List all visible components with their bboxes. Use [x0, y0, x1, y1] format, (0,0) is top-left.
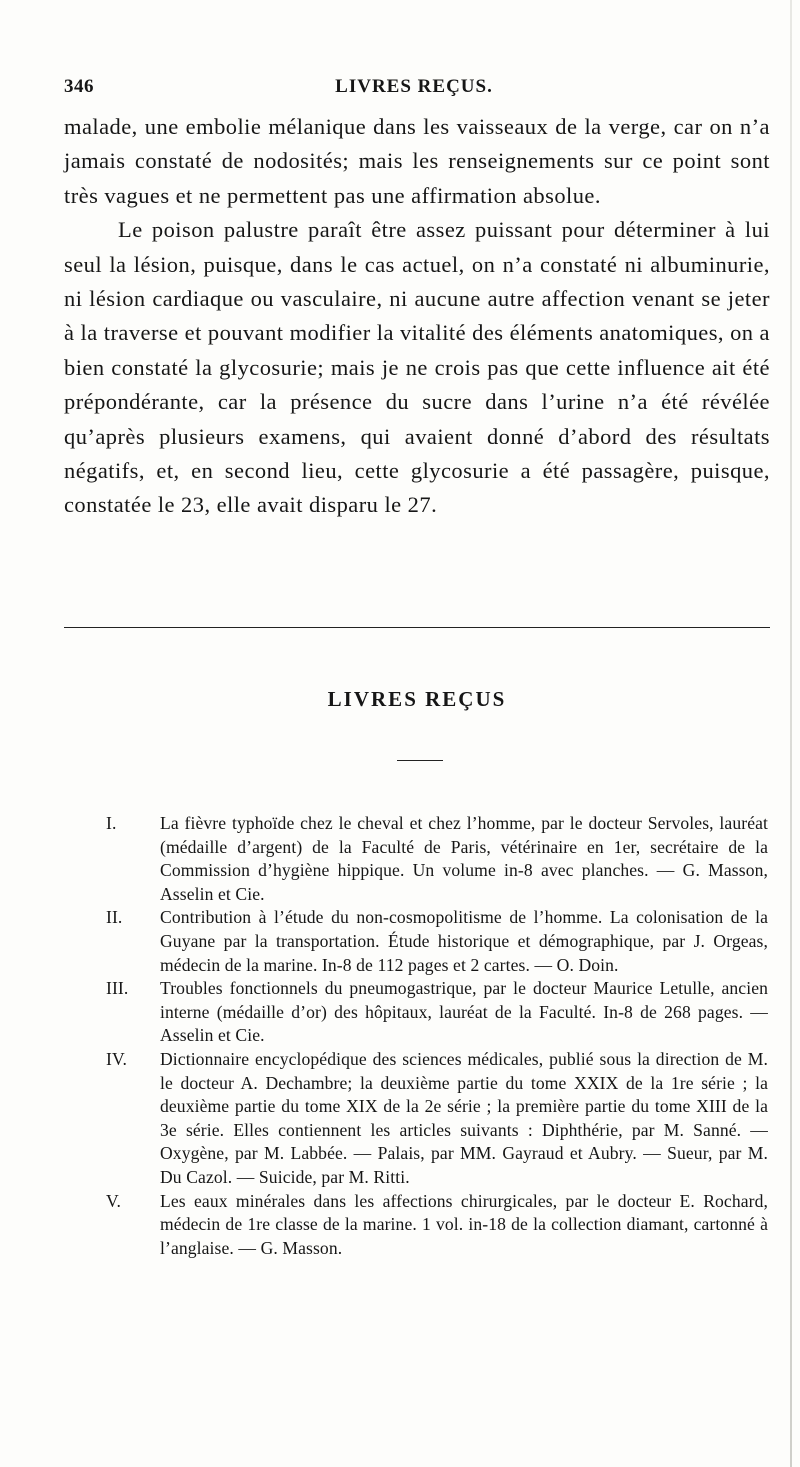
page-number: 346: [64, 76, 94, 97]
reference-text: Les eaux minérales dans les affections chirurgicales, par le docteur E. Rochard, médecin de 1re classe de la marine. 1 vol. in-18 de la collection diamant, cartonné à l’anglaise. — G. Masson.: [160, 1190, 768, 1258]
reference-number: III.: [106, 978, 129, 999]
paragraph-continuation: malade, une embolie mélanique dans les vaisseaux de la verge, car on n’a jamais constaté de nodosités; mais les renseignements sur ce point sont très vagues et ne permettent pas une affirmation absolue.: [64, 114, 770, 208]
reference-number: I.: [106, 813, 117, 833]
reference-item: [106, 1048, 768, 1190]
reference-item: [106, 906, 768, 977]
running-title: LIVRES REÇUS.: [335, 76, 493, 97]
body-text: [64, 110, 770, 523]
page-header: [64, 76, 764, 102]
reference-list: [106, 812, 768, 1260]
reference-number: IV.: [106, 1048, 127, 1069]
reference-number: II.: [106, 907, 123, 928]
reference-item: [106, 812, 768, 906]
section-divider: [64, 627, 770, 628]
reference-text: Troubles fonctionnels du pneumogastrique, par le docteur Maurice Letulle, ancien interne (médaille d’or) des hôpitaux, lauréat de la Faculté. In-8 de 268 pages. — Asselin et Cie.: [160, 978, 768, 1046]
reference-text: Dictionnaire encyclopédique des sciences médicales, publié sous la direction de M. le docteur A. Dechambre; la deuxième partie du tome XXIX de la 1re série ; la deuxième partie du tome XIX de la 2e série ; la première partie du tome XIII de la 3e série. Elles contiennent les articles suivants : Diphthérie, par M. Sanné. — Oxygène, par M. Labbée. — Palais, par MM. Gayraud et Aubry. — Sueur, par M. Du Cazol. — Suicide, par M. Ritti.: [160, 1048, 768, 1187]
section-title: LIVRES REÇUS: [327, 687, 507, 711]
reference-number: V.: [106, 1190, 122, 1211]
reference-text: La fièvre typhoïde chez le cheval et chez l’homme, par le docteur Servoles, lauréat (médaille d’argent) de la Faculté de Paris, vétérinaire en 1er, secrétaire de la Commission d’hygiène hippique. Un volume in-8 avec planches. — G. Masson, Asselin et Cie.: [160, 813, 768, 904]
reference-item: [106, 1190, 768, 1261]
reference-item: [106, 977, 768, 1048]
reference-text: Contribution à l’étude du non-cosmopolitisme de l’homme. La colonisation de la Guyane par la transportation. Étude historique et démographique, par J. Orgeas, médecin de la marine. In-8 de 112 pages et 2 cartes. — O. Doin.: [160, 907, 768, 975]
paragraph: Le poison palustre paraît être assez puissant pour déterminer à lui seul la lésion, puisque, dans le cas actuel, on n’a constaté ni albuminurie, ni lésion cardiaque ou vasculaire, ni aucune autre affection venant se jeter à la traverse et pouvant modifier la vitalité des éléments anatomiques, on a bien constaté la glycosurie; mais je ne crois pas que cette influence ait été prépondérante, car la présence du sucre dans l’urine n’a été révélée qu’après plusieurs examens, qui avaient donné d’abord des résultats négatifs, et, en second lieu, cette glycosurie a été passagère, puisque, constatée le 23, elle avait disparu le 27.: [64, 217, 770, 518]
title-underline: [397, 760, 443, 761]
page-edge: [790, 0, 792, 1467]
